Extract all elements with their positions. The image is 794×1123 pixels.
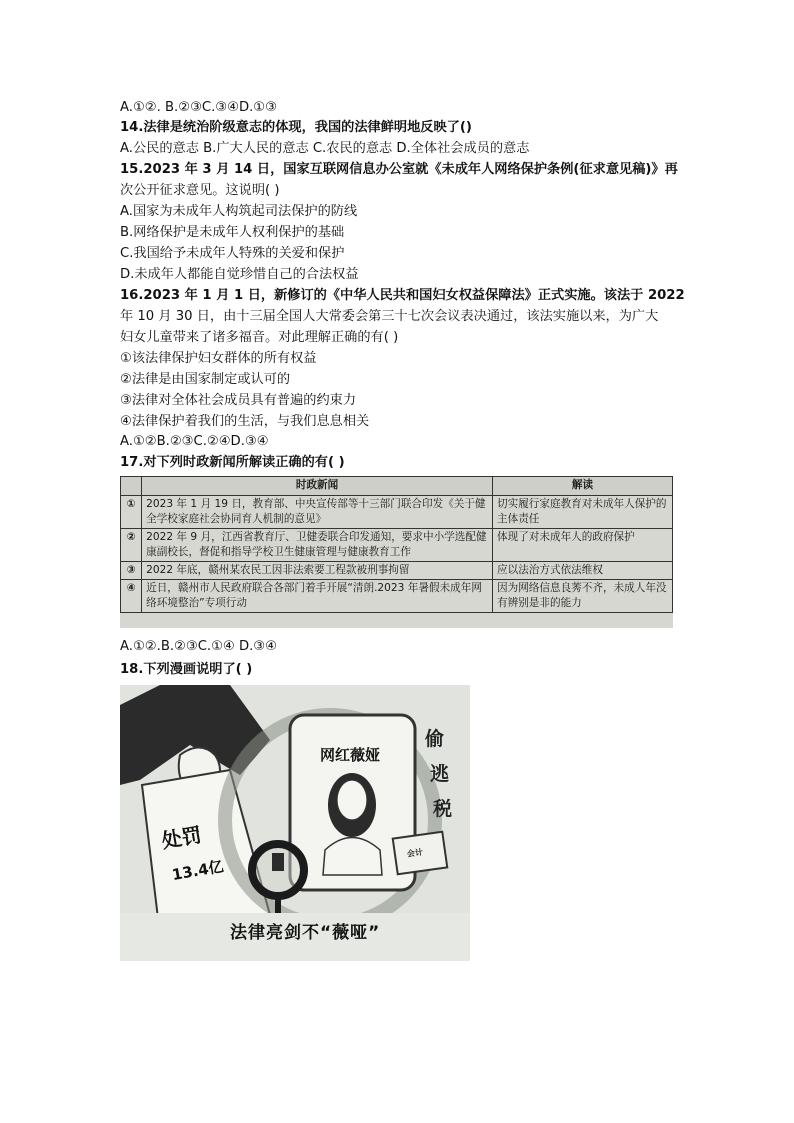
table-row (121, 580, 673, 613)
table-header-news: 时政新闻 (142, 477, 493, 496)
cartoon-caption: 法律亮剑不“薇哑” (230, 923, 381, 943)
row-news: 2022 年底，赣州某农民工因非法索要工程款被刑事拘留 (142, 562, 493, 580)
row-news: 2022 年 9 月，江西省教育厅、卫健委联合印发通知，要求中小学选配健康副校长，督促和指导学校卫生健康管理与健康教育工作 (142, 529, 493, 562)
camera-in-lens (272, 853, 284, 871)
row-interp: 应以法治方式依法维权 (493, 562, 673, 580)
q16-item-1: ①该法律保护妇女群体的所有权益 (120, 351, 317, 366)
news-table (120, 476, 673, 613)
phone-title: 网红薇娅 (320, 746, 381, 764)
q13-options: A.①②. B.②③C.③④D.①③ (120, 100, 277, 115)
side-text-1: 偷 (425, 728, 445, 750)
side-text-3: 税 (433, 798, 453, 820)
news-table-photo (120, 476, 673, 628)
q16-stem-line2: 年 10 月 30 日，由十三届全国人大常委会第三十七次会议表决通过，该法实施以来，为广大 (120, 309, 659, 324)
q16-item-4: ④法律保护着我们的生活，与我们息息相关 (120, 414, 370, 429)
q14-options: A.公民的意志 B.广大人民的意志 C.农民的意志 D.全体社会成员的意志 (120, 141, 530, 156)
q14-stem: 14.法律是统治阶级意志的体现，我国的法律鲜明地反映了() (120, 120, 472, 135)
cartoon-image (120, 685, 470, 961)
q16-options: A.①②B.②③C.②④D.③④ (120, 434, 269, 449)
q16-stem-line1: 16.2023 年 1 月 1 日，新修订的《中华人民共和国妇女权益保障法》正式实施。该法于 2022 (120, 288, 685, 303)
face-shape (337, 780, 367, 820)
row-news: 2023 年 1 月 19 日，教育部、中央宣传部等十三部门联合印发《关于健全学校家庭社会协同育人机制的意见》 (142, 496, 493, 529)
row-interp: 因为网络信息良莠不齐，未成人年没有辨别是非的能力 (493, 580, 673, 613)
q17-options: A.①②.B.②③C.①④ D.③④ (120, 639, 277, 654)
row-interp: 切实履行家庭教育对未成年人保护的主体责任 (493, 496, 673, 529)
row-num: ④ (121, 580, 142, 613)
q17-stem: 17.对下列时政新闻所解读正确的有( ) (120, 455, 345, 470)
table-row (121, 562, 673, 580)
q18-stem: 18.下列漫画说明了( ) (120, 662, 253, 677)
row-num: ① (121, 496, 142, 529)
q15-stem-line1: 15.2023 年 3 月 14 日，国家互联网信息办公室就《未成年人网络保护条例(征求意见稿)》再 (120, 162, 678, 177)
row-num: ② (121, 529, 142, 562)
q16-item-2: ②法律是由国家制定或认可的 (120, 372, 291, 387)
side-text-2: 逃 (430, 763, 450, 785)
q15-option-b: B.网络保护是未成年人权利保护的基础 (120, 225, 345, 240)
q16-stem-line3: 妇女儿童带来了诸多福音。对此理解正确的有( ) (120, 330, 399, 345)
table-row (121, 529, 673, 562)
table-header-row (121, 477, 673, 496)
ledger-label: 会计 (406, 847, 424, 859)
table-header-interp: 解读 (493, 477, 673, 496)
table-header-num (121, 477, 142, 496)
row-num: ③ (121, 562, 142, 580)
q15-option-d: D.未成年人都能自觉珍惜自己的合法权益 (120, 267, 359, 282)
q16-item-3: ③法律对全体社会成员具有普遍的约束力 (120, 393, 357, 408)
q15-stem-line2: 次公开征求意见。这说明( ) (120, 183, 280, 198)
row-interp: 体现了对未成年人的政府保护 (493, 529, 673, 562)
q15-option-c: C.我国给予未成年人特殊的关爱和保护 (120, 246, 345, 261)
row-news: 近日，赣州市人民政府联合各部门着手开展“清朗.2023 年暑假未成年网络环境整治”专项行动 (142, 580, 493, 613)
table-row (121, 496, 673, 529)
doc-label-line2: 13.4亿 (170, 857, 225, 885)
q15-option-a: A.国家为未成年人构筑起司法保护的防线 (120, 204, 358, 219)
doc-label-line1: 处罚 (159, 822, 204, 853)
